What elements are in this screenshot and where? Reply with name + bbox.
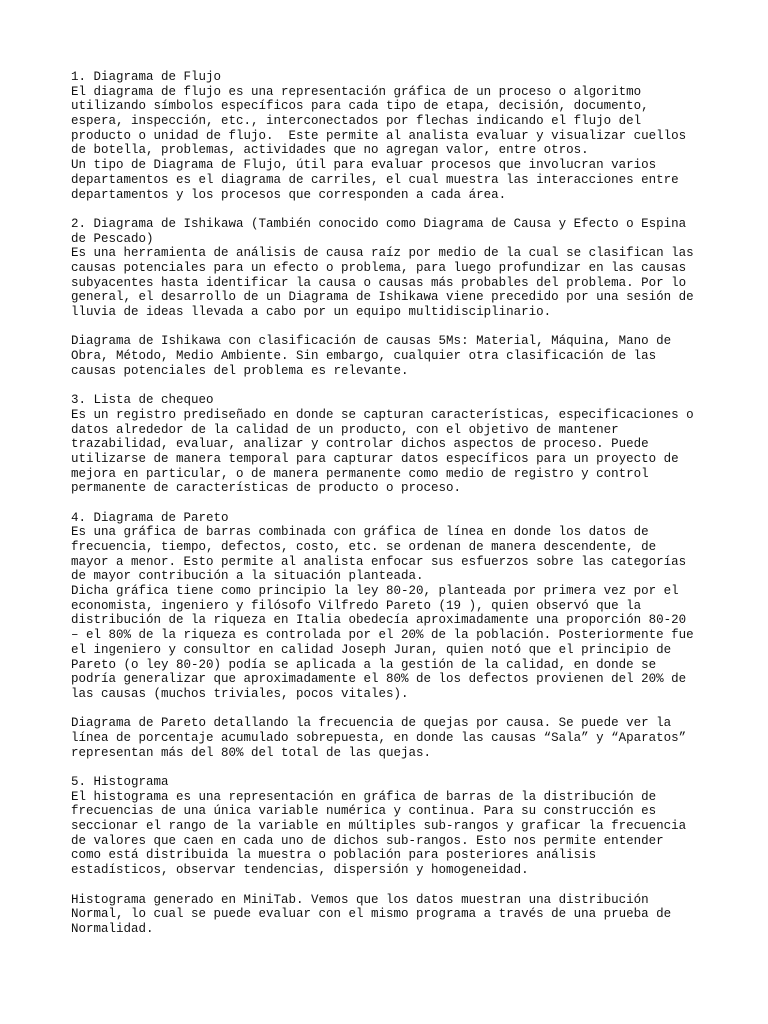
paragraph-line: estadísticos, observar tendencias, dispersión y homogeneidad. bbox=[71, 863, 529, 878]
paragraph-line: seccionar el rango de la variable en múltiples sub-rangos y graficar la frecuencia bbox=[71, 819, 687, 834]
paragraph-line: espera, inspección, etc., interconectados por flechas indicando el flujo del bbox=[71, 114, 642, 129]
paragraph-line: economista, ingeniero y filósofo Vilfredo Pareto (19 ), quien observó que la bbox=[71, 598, 642, 613]
paragraph-line: de valores que caen en cada uno de dichos sub-rangos. Esto nos permite entender bbox=[71, 833, 664, 848]
paragraph-line: utilizando símbolos específicos para cada tipo de etapa, decisión, documento, bbox=[71, 99, 649, 114]
paragraph-line: el ingeniero y consultor en calidad Joseph Juran, quien notó que el principio de bbox=[71, 642, 672, 657]
paragraph-line: – el 80% de la riqueza es controlada por el 20% de la población. Posteriormente fue bbox=[71, 628, 694, 643]
paragraph-line: causas potenciales para un efecto o problema, para luego profundizar en las causas bbox=[71, 260, 687, 275]
paragraph-line: permanente de características de producto o proceso. bbox=[71, 481, 462, 496]
paragraph-line: Obra, Método, Medio Ambiente. Sin embargo, cualquier otra clasificación de las bbox=[71, 349, 657, 364]
paragraph-line: Dicha gráfica tiene como principio la ley 80-20, planteada por primera vez por el bbox=[71, 584, 679, 599]
paragraph-line: subyacentes hasta identificar la causa o causas más probables del problema. Por lo bbox=[71, 275, 687, 290]
section-diagrama-de-flujo bbox=[71, 70, 711, 202]
paragraph-line: distribución de la riqueza en Italia obedecía aproximadamente una proporción 80-20 bbox=[71, 613, 687, 628]
paragraph-line: Histograma generado en MiniTab. Vemos que los datos muestran una distribución bbox=[71, 892, 649, 907]
paragraph-gap bbox=[71, 378, 711, 393]
section-heading: 3. Lista de chequeo bbox=[71, 393, 214, 408]
paragraph-line: Es un registro prediseñado en donde se capturan características, especificaciones o bbox=[71, 407, 694, 422]
paragraph-line: El histograma es una representación en gráfica de barras de la distribución de bbox=[71, 789, 657, 804]
paragraph-line: Es una herramienta de análisis de causa raíz por medio de la cual se clasifican las bbox=[71, 246, 694, 261]
paragraph-line: de mayor contribución a la situación planteada. bbox=[71, 569, 424, 584]
section-heading-continued: de Pescado) bbox=[71, 231, 154, 246]
paragraph-line: departamentos es el diagrama de carriles, el cual muestra las interacciones entre bbox=[71, 172, 679, 187]
paragraph-gap bbox=[71, 320, 711, 335]
paragraph-line: como está distribuida la muestra o población para posteriores análisis bbox=[71, 848, 597, 863]
paragraph-gap bbox=[71, 878, 711, 893]
paragraph-line: Normalidad. bbox=[71, 921, 154, 936]
paragraph-line: Normal, lo cual se puede evaluar con el mismo programa a través de una prueba de bbox=[71, 907, 672, 922]
paragraph-line: representan más del 80% del total de las quejas. bbox=[71, 745, 432, 760]
paragraph-gap bbox=[71, 496, 711, 511]
section-heading: 4. Diagrama de Pareto bbox=[71, 510, 229, 525]
paragraph-ishikawa-caption bbox=[71, 334, 711, 378]
paragraph-line: departamentos y los procesos que corresponden a cada área. bbox=[71, 187, 507, 202]
paragraph-line: Es una gráfica de barras combinada con gráfica de línea en donde los datos de bbox=[71, 525, 649, 540]
paragraph-gap bbox=[71, 202, 711, 217]
section-heading: 2. Diagrama de Ishikawa (También conocido como Diagrama de Causa y Efecto o Espina bbox=[71, 216, 687, 231]
section-lista-de-chequeo bbox=[71, 393, 711, 496]
paragraph-line: Diagrama de Ishikawa con clasificación de causas 5Ms: Material, Máquina, Mano de bbox=[71, 334, 672, 349]
paragraph-line: frecuencias de una única variable numérica y continua. Para su construcción es bbox=[71, 804, 657, 819]
paragraph-line: Un tipo de Diagrama de Flujo, útil para evaluar procesos que involucran varios bbox=[71, 158, 657, 173]
paragraph-line: lluvia de ideas llevada a cabo por un equipo multidisciplinario. bbox=[71, 305, 552, 319]
paragraph-line: Pareto (o ley 80-20) podía se aplicada a la gestión de la calidad, en donde se bbox=[71, 657, 657, 672]
paragraph-line: Diagrama de Pareto detallando la frecuencia de quejas por causa. Se puede ver la bbox=[71, 716, 672, 731]
paragraph-line: datos alrededor de la calidad de un producto, con el objetivo de mantener bbox=[71, 422, 619, 437]
paragraph-line: general, el desarrollo de un Diagrama de Ishikawa viene precedido por una sesión de bbox=[71, 290, 694, 305]
section-heading: 5. Histograma bbox=[71, 775, 169, 789]
paragraph-line: mejora en particular, o de manera permanente como medio de registro y control bbox=[71, 466, 649, 481]
paragraph-pareto-caption bbox=[71, 716, 711, 760]
paragraph-line: de botella, problemas, actividades que no agregan valor, entre otros. bbox=[71, 143, 589, 158]
paragraph-line: línea de porcentaje acumulado sobrepuesta, en donde las causas “Sala” y “Aparatos” bbox=[71, 730, 687, 745]
section-histograma bbox=[71, 775, 711, 878]
paragraph-line: causas potenciales del problema es relevante. bbox=[71, 363, 409, 378]
paragraph-line: frecuencia, tiempo, defectos, costo, etc. se ordenan de manera descendente, de bbox=[71, 540, 657, 554]
paragraph-gap bbox=[71, 702, 711, 717]
paragraph-gap bbox=[71, 760, 711, 775]
paragraph-line: El diagrama de flujo es una representación gráfica de un proceso o algoritmo bbox=[71, 84, 642, 99]
section-diagrama-de-ishikawa bbox=[71, 217, 711, 320]
paragraph-line: podría generalizar que aproximadamente el 80% de los defectos provienen del 20% de bbox=[71, 672, 687, 687]
paragraph-line: trazabilidad, evaluar, analizar y controlar dichos aspectos de proceso. Puede bbox=[71, 437, 649, 452]
paragraph-histograma-caption bbox=[71, 893, 711, 937]
paragraph-line: producto o unidad de flujo. Este permite al analista evaluar y visualizar cuellos bbox=[71, 128, 687, 143]
section-heading: 1. Diagrama de Flujo bbox=[71, 70, 222, 84]
document-body bbox=[71, 70, 711, 937]
section-diagrama-de-pareto bbox=[71, 511, 711, 702]
paragraph-line: mayor a menor. Esto permite al analista enfocar sus esfuerzos sobre las categorías bbox=[71, 554, 687, 569]
paragraph-line: utilizarse de manera temporal para capturar datos específicos para un proyecto de bbox=[71, 451, 679, 466]
paragraph-line: las causas (muchos triviales, pocos vitales). bbox=[71, 686, 409, 701]
